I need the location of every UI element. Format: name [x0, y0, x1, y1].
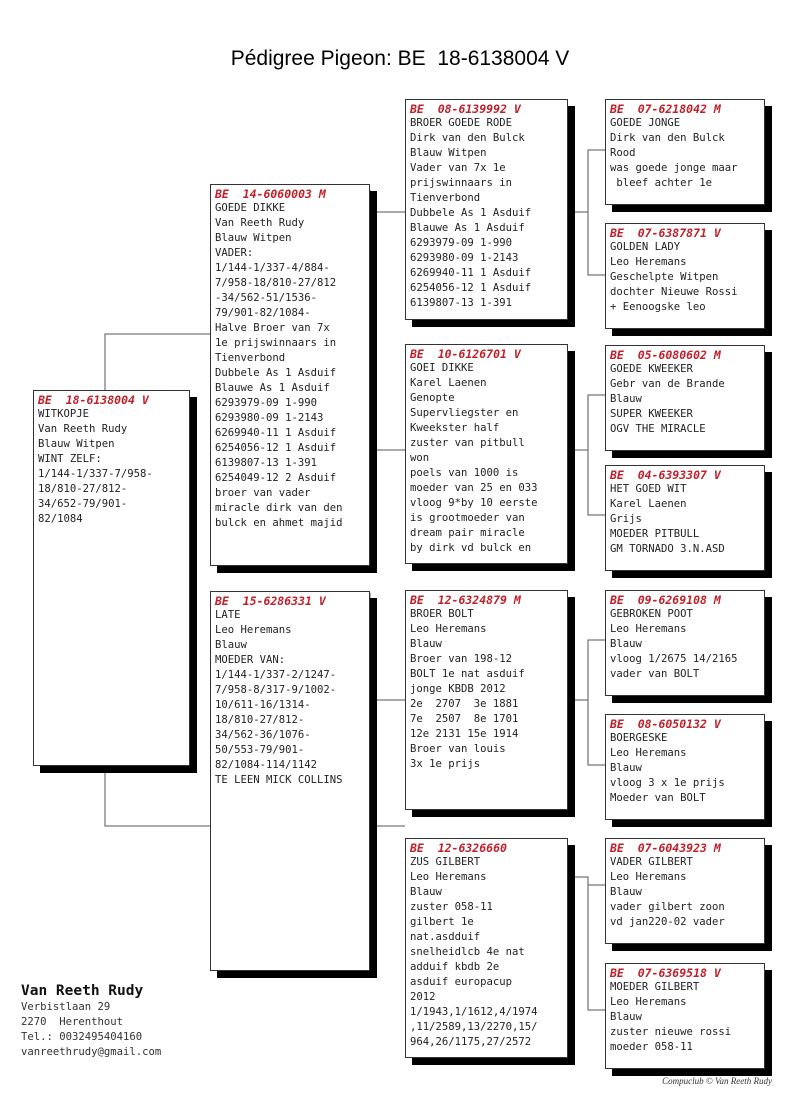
- pigeon-card-dam[interactable]: [210, 591, 370, 971]
- ring-number: BE 18-6138004 V: [38, 393, 149, 407]
- ring-number: BE 12-6324879 M: [410, 593, 521, 607]
- pigeon-details: ZUS GILBERT Leo Heremans Blauw zuster 058-11 gilbert 1e nat.asdduif snelheidlcb 4e nat adduif kbdb 2e asduif europacup 2012 1/1943,1/1612,4/1974 ,11/2589,13/2270,15/ 964,26/1175,27/2572: [410, 856, 538, 1048]
- pigeon-card-sire-sire[interactable]: [405, 99, 568, 320]
- ring-number: BE 12-6326660: [410, 841, 507, 855]
- pigeon-card-subject[interactable]: [33, 390, 190, 766]
- pigeon-details: GOEDE KWEEKER Gebr van de Brande Blauw SUPER KWEEKER OGV THE MIRACLE: [610, 363, 725, 435]
- ring-number: BE 07-6369518 V: [610, 966, 721, 980]
- pigeon-details: GOEDE DIKKE Van Reeth Rudy Blauw Witpen VADER: 1/144-1/337-4/884- 7/958-18/810-27/812 -34/562-51/1536- 79/901-82/1084- Halve Broer van 7x 1e prijswinnaars in Tienverbond Dubbele As 1 Asduif Blauwe As 1 Asduif 6293979-09 1-990 6293980-09 1-2143 6269940-11 1 Asduif 6254056-12 1 Asduif 6139807-13 1-391 6254049-12 2 Asduif broer van vader miracle dirk van den bulck en ahmet majid: [215, 202, 343, 529]
- owner-address: Verbistlaan 29: [21, 1001, 111, 1013]
- ring-number: BE 07-6387871 V: [610, 226, 721, 240]
- pigeon-details: GOEI DIKKE Karel Laenen Genopte Supervliegster en Kweekster half zuster van pitbull won poels van 1000 is moeder van 25 en 033 vloog 9*by 10 eerste is grootmoeder van dream pair miracle by dirk vd bulck en: [410, 362, 538, 554]
- pigeon-card-ddd[interactable]: [605, 963, 765, 1069]
- pigeon-details: BROER GOEDE RODE Dirk van den Bulck Blauw Witpen Vader van 7x 1e prijswinnaars in Tienverbond Dubbele As 1 Asduif Blauwe As 1 Asduif 6293979-09 1-990 6293980-09 1-2143 6269940-11 1 Asduif 6254056-12 1 Asduif 6139807-13 1-391: [410, 117, 532, 309]
- ring-number: BE 05-6080602 M: [610, 348, 721, 362]
- pigeon-card-sds[interactable]: [605, 345, 765, 451]
- pigeon-details: GOLDEN LADY Leo Heremans Geschelpte Witpen dochter Nieuwe Rossi + Eenoogske leo: [610, 241, 738, 313]
- owner-phone: Tel.: 0032495404160: [21, 1031, 143, 1043]
- ring-number: BE 15-6286331 V: [215, 594, 326, 608]
- pigeon-details: VADER GILBERT Leo Heremans Blauw vader gilbert zoon vd jan220-02 vader: [610, 856, 725, 928]
- pigeon-card-sdd[interactable]: [605, 465, 765, 571]
- pigeon-card-dss[interactable]: [605, 590, 765, 696]
- footer-credit: Compuclub © Van Reeth Rudy: [662, 1076, 772, 1086]
- owner-email[interactable]: vanreethrudy@gmail.com: [21, 1046, 162, 1058]
- ring-number: BE 04-6393307 V: [610, 468, 721, 482]
- pigeon-details: BROER BOLT Leo Heremans Blauw Broer van 198-12 BOLT 1e nat asduif jonge KBDB 2012 2e 2707 3e 1881 7e 2507 8e 1701 12e 2131 15e 1914 Broer van louis 3x 1e prijs: [410, 608, 525, 770]
- ring-number: BE 08-6050132 V: [610, 717, 721, 731]
- pigeon-details: WITKOPJE Van Reeth Rudy Blauw Witpen WINT ZELF: 1/144-1/337-7/958- 18/810-27/812- 34/652-79/901- 82/1084: [38, 408, 153, 525]
- pigeon-card-ssd[interactable]: [605, 223, 765, 329]
- ring-number: BE 09-6269108 M: [610, 593, 721, 607]
- pigeon-details: BOERGESKE Leo Heremans Blauw vloog 3 x 1e prijs Moeder van BOLT: [610, 732, 725, 804]
- pigeon-details: GOEDE JONGE Dirk van den Bulck Rood was goede jonge maar bleef achter 1e: [610, 117, 738, 189]
- pigeon-card-dam-dam[interactable]: [405, 838, 568, 1058]
- ring-number: BE 10-6126701 V: [410, 347, 521, 361]
- pigeon-card-dsd[interactable]: [605, 714, 765, 820]
- ring-number: BE 07-6218042 M: [610, 102, 721, 116]
- owner-info: [21, 982, 161, 1060]
- pigeon-details: MOEDER GILBERT Leo Heremans Blauw zuster nieuwe rossi moeder 058-11: [610, 981, 732, 1053]
- pigeon-details: HET GOED WIT Karel Laenen Grijs MOEDER PITBULL GM TORNADO 3.N.ASD: [610, 483, 725, 555]
- owner-name: Van Reeth Rudy: [21, 983, 144, 999]
- pigeon-details: LATE Leo Heremans Blauw MOEDER VAN: 1/144-1/337-2/1247- 7/958-8/317-9/1002- 10/611-16/1314- 18/810-27/812- 34/562-36/1076- 50/553-79/901- 82/1084-114/1142 TE LEEN MICK COLLINS: [215, 609, 343, 786]
- ring-number: BE 14-6060003 M: [215, 187, 326, 201]
- pigeon-details: GEBROKEN POOT Leo Heremans Blauw vloog 1/2675 14/2165 vader van BOLT: [610, 608, 738, 680]
- page-title: Pédigree Pigeon: BE 18-6138004 V: [230, 47, 570, 70]
- pigeon-card-dam-sire[interactable]: [405, 590, 568, 810]
- pigeon-card-dds[interactable]: [605, 838, 765, 944]
- pigeon-card-sss[interactable]: [605, 99, 765, 205]
- ring-number: BE 08-6139992 V: [410, 102, 521, 116]
- pigeon-card-sire[interactable]: [210, 184, 370, 566]
- pigeon-card-sire-dam[interactable]: [405, 344, 568, 564]
- owner-city: 2270 Herenthout: [21, 1016, 124, 1028]
- ring-number: BE 07-6043923 M: [610, 841, 721, 855]
